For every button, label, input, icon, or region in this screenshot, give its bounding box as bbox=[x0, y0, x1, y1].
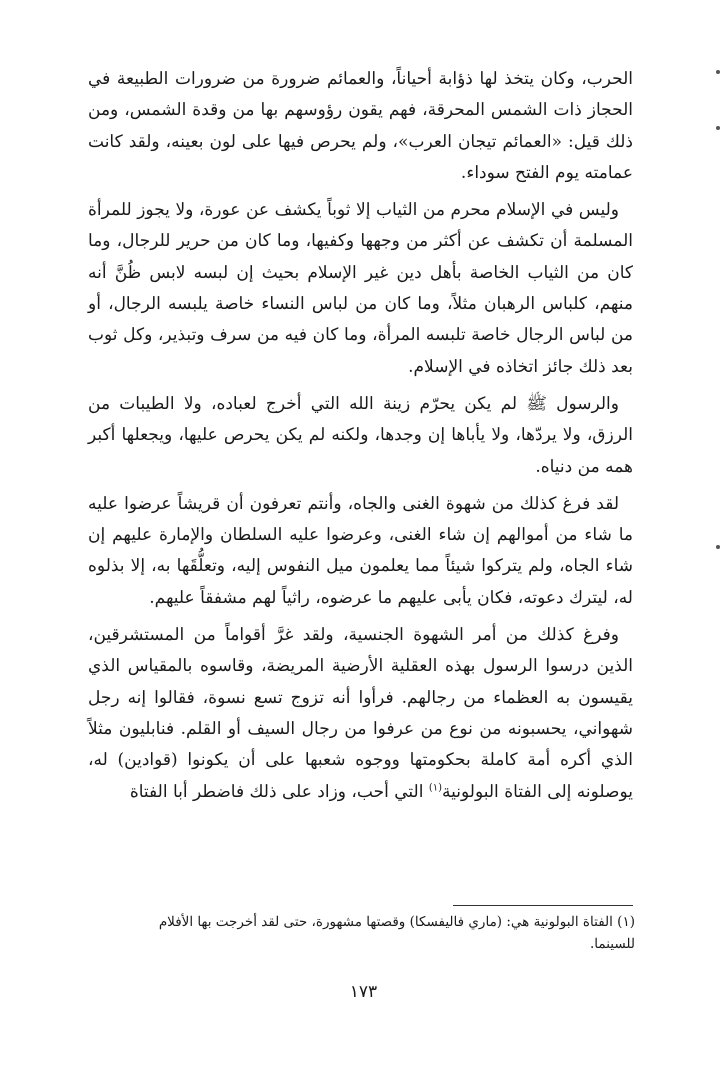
paragraph-5-text: وفرغ كذلك من أمر الشهوة الجنسية، ولقد غرَّ أقواماً من المستشرقين، الذين درسوا الرسول بهذه العقلية الأرضية المريضة، وقاسوه بالمقياس الذي يقيسون به العظماء من رجالهم. فرأوا أنه تزوج تسع نسوة، فقالوا إنه رجل شهواني، يحسبونه من نوع من عرفوا من رجال السيف أو القلم. فنابليون مثلاً الذي أكره أمة كاملة بحكومتها ووجوه شعبها على أن يكونوا (قوادين) له، يوصلونه إلى الفتاة البولونية bbox=[88, 625, 633, 802]
margin-dot bbox=[716, 545, 720, 549]
margin-dot bbox=[716, 126, 720, 130]
footnote-divider bbox=[453, 905, 633, 906]
paragraph-2: وليس في الإسلام محرم من الثياب إلا ثوباً يكشف عن عورة، ولا يجوز للمرأة المسلمة أن تكشف عن أكثر من وجهها وكفيها، وما كان من حرير للرجال، وما كان من الثياب الخاصة بأهل دين غير الإسلام بحيث إن لبسه لابس ظُنَّ أنه منهم، كلباس الرهبان مثلاً، وما كان من لباس النساء خاصة يلبسه الرجال، أو من لباس الرجال خاصة تلبسه المرأة، وما كان فيه من سرف وتبذير، وكل ثوب بعد ذلك جائز اتخاذه في الإسلام. bbox=[88, 200, 633, 377]
paragraph-4: لقد فرغ كذلك من شهوة الغنى والجاه، وأنتم تعرفون أن قريشاً عرضوا عليه ما شاء من أموالهم إن شاء الغنى، وعرضوا عليه السلطان والإمارة عليهم إن شاء الجاه، ولم يتركوا شيئاً مما يعلمون ميل النفوس إليه، وتعلُّقَها به، إلا بذلوه له، ليترك دعوته، فكان يأبى عليهم ما عرضوه، راثياً لهم مشفقاً عليهم. bbox=[88, 493, 633, 608]
paragraph-5 bbox=[88, 620, 633, 808]
paragraph-1: الحرب، وكان يتخذ لها ذؤابة أحياناً، والعمائم ضرورة من ضرورات الطبيعة في الحجاز ذات الشمس المحرقة، فهم يقون رؤوسهم بها من وقدة الشمس، ومن ذلك قيل: «العمائم تيجان العرب»، ولم يحرص فيها على لون بعينه، ولقد كانت عمامته يوم الفتح سوداء. bbox=[88, 69, 633, 183]
margin-dot bbox=[716, 70, 720, 74]
footnote-reference: (١) bbox=[428, 781, 443, 793]
paragraph-3: والرسول ﷺ لم يكن يحرّم زينة الله التي أخرج لعباده، ولا الطيبات من الرزق، ولا يردّها، ولا يأباها إن وجدها، ولكنه لم يكن يحرص عليها، ويجعلها أكبر همه من دنياه. bbox=[88, 393, 633, 477]
body-text bbox=[88, 64, 633, 808]
paragraph-5-tail: التي أحب، وزاد على ذلك فاضطر أبا الفتاة bbox=[129, 781, 429, 802]
page-number: ١٧٣ bbox=[349, 982, 378, 1002]
footnote: (١) الفتاة البولونية هي: (ماري فاليفسكا) وقصتها مشهورة، حتى لقد أخرجت بها الأفلام للسينما. bbox=[158, 914, 635, 952]
